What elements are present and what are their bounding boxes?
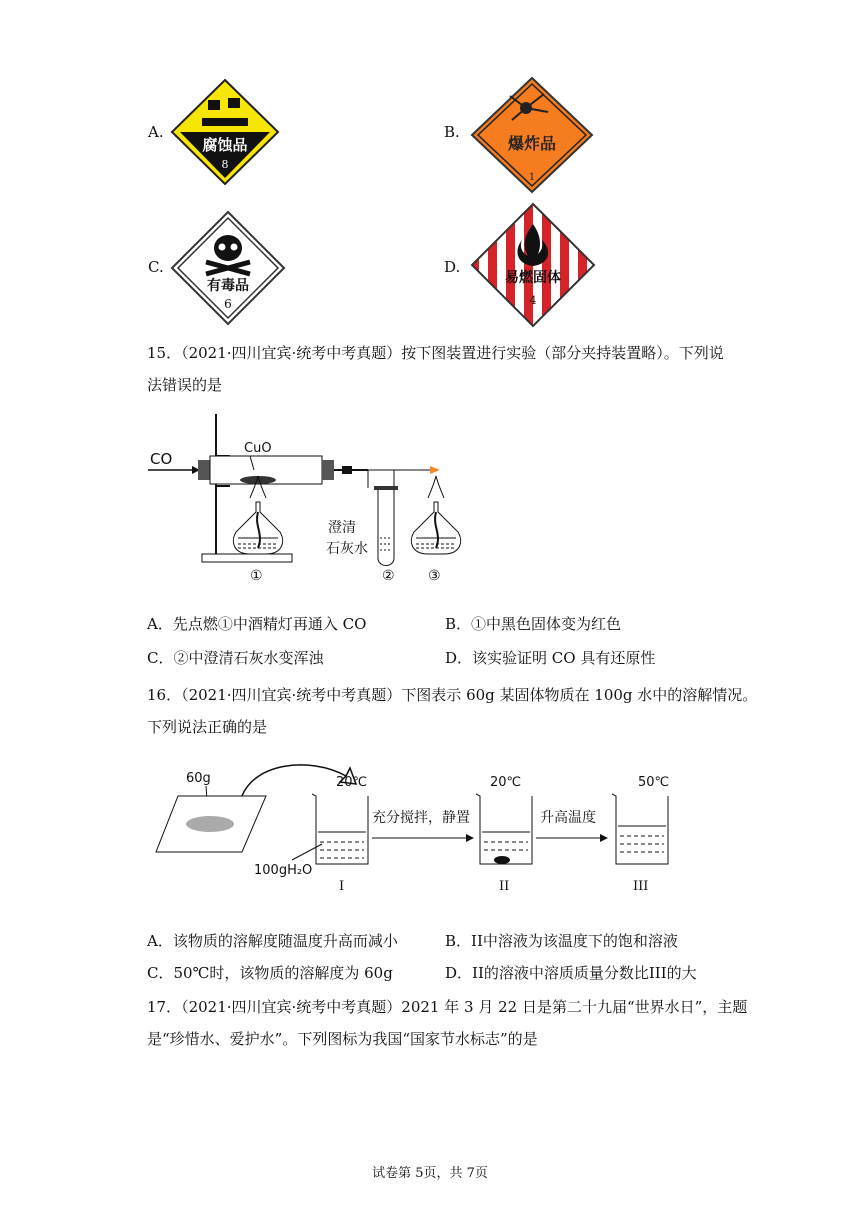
- q15-stem-line1: 15．（2021·四川宜宾·统考中考真题）按下图装置进行实验（部分夹持装置略）。下列说: [147, 344, 724, 362]
- q15-stem: [147, 337, 747, 401]
- co-gas-label: CO: [150, 450, 173, 468]
- q16-option-a: A．该物质的溶解度随温度升高而减小: [147, 932, 398, 950]
- q16-option-b: B．II中溶液为该温度下的饱和溶液: [445, 932, 678, 950]
- explosive-sign-icon: [470, 76, 594, 194]
- option-b-letter: B.: [444, 123, 460, 141]
- corrosive-number: 8: [221, 158, 229, 171]
- q16-stem: [147, 679, 787, 743]
- q15-option-c: C．②中澄清石灰水变浑浊: [147, 649, 324, 667]
- q15-apparatus-figure: [146, 408, 476, 588]
- toxic-label: 有毒品: [207, 278, 249, 294]
- q17-stem-line1: 17．（2021·四川宜宾·统考中考真题）2021 年 3 月 22 日是第二十九届“世界水日”，主题: [147, 998, 748, 1016]
- q15-stem-line2: 法错误的是: [147, 376, 223, 394]
- beaker-i-label: I: [339, 879, 345, 894]
- explosive-label: 爆炸品: [507, 134, 557, 153]
- flammable-solid-number: 4: [529, 294, 537, 307]
- corrosive-label: 腐蚀品: [202, 136, 248, 154]
- cuo-label: CuO: [244, 441, 272, 456]
- toxic-sign-icon: [170, 210, 286, 326]
- limewater-label-1: 澄清: [328, 520, 356, 536]
- q17-stem-line2: 是“珍惜水、爱护水”。下列图标为我国“国家节水标志”的是: [147, 1030, 538, 1048]
- mass-label: 60g: [186, 771, 211, 786]
- q16-option-d: D．II的溶液中溶质质量分数比III的大: [445, 964, 697, 982]
- q16-option-c: C．50℃时，该物质的溶解度为 60g: [147, 964, 393, 982]
- explosive-number: 1: [528, 172, 536, 183]
- water-label: 100gH₂O: [254, 863, 313, 878]
- option-d-letter: D.: [444, 258, 461, 276]
- mark-2: ②: [382, 568, 395, 584]
- q16-stem-line2: 下列说法正确的是: [147, 718, 268, 736]
- q17-stem: [147, 991, 787, 1055]
- limewater-label-2: 石灰水: [326, 541, 368, 557]
- toxic-number: 6: [224, 297, 232, 311]
- q16-dissolution-figure: [150, 752, 690, 902]
- page-footer: 试卷第 5页，共 7页: [372, 1166, 488, 1181]
- flammable-solid-label: 易燃固体: [505, 270, 561, 286]
- temp-iii-label: 50℃: [638, 775, 670, 790]
- step2-label: 升高温度: [540, 810, 596, 826]
- temp-i-label: 20℃: [336, 775, 368, 790]
- corrosive-sign-icon: [170, 78, 280, 186]
- q15-option-d: D．该实验证明 CO 具有还原性: [445, 649, 656, 667]
- step1-label: 充分搅拌，静置: [372, 810, 470, 826]
- option-a-letter: A.: [148, 123, 164, 141]
- q15-option-a: A．先点燃①中酒精灯再通入 CO: [147, 615, 367, 633]
- q16-stem-line1: 16．（2021·四川宜宾·统考中考真题）下图表示 60g 某固体物质在 100g 水中的溶解情况。: [147, 686, 758, 704]
- flammable-solid-sign-icon: [470, 202, 596, 328]
- beaker-iii-label: III: [633, 879, 649, 894]
- temp-ii-label: 20℃: [490, 775, 522, 790]
- beaker-ii-label: II: [499, 879, 510, 894]
- q15-option-b: B．①中黑色固体变为红色: [445, 615, 622, 633]
- mark-3: ③: [428, 568, 441, 584]
- option-c-letter: C.: [148, 258, 164, 276]
- mark-1: ①: [250, 568, 263, 584]
